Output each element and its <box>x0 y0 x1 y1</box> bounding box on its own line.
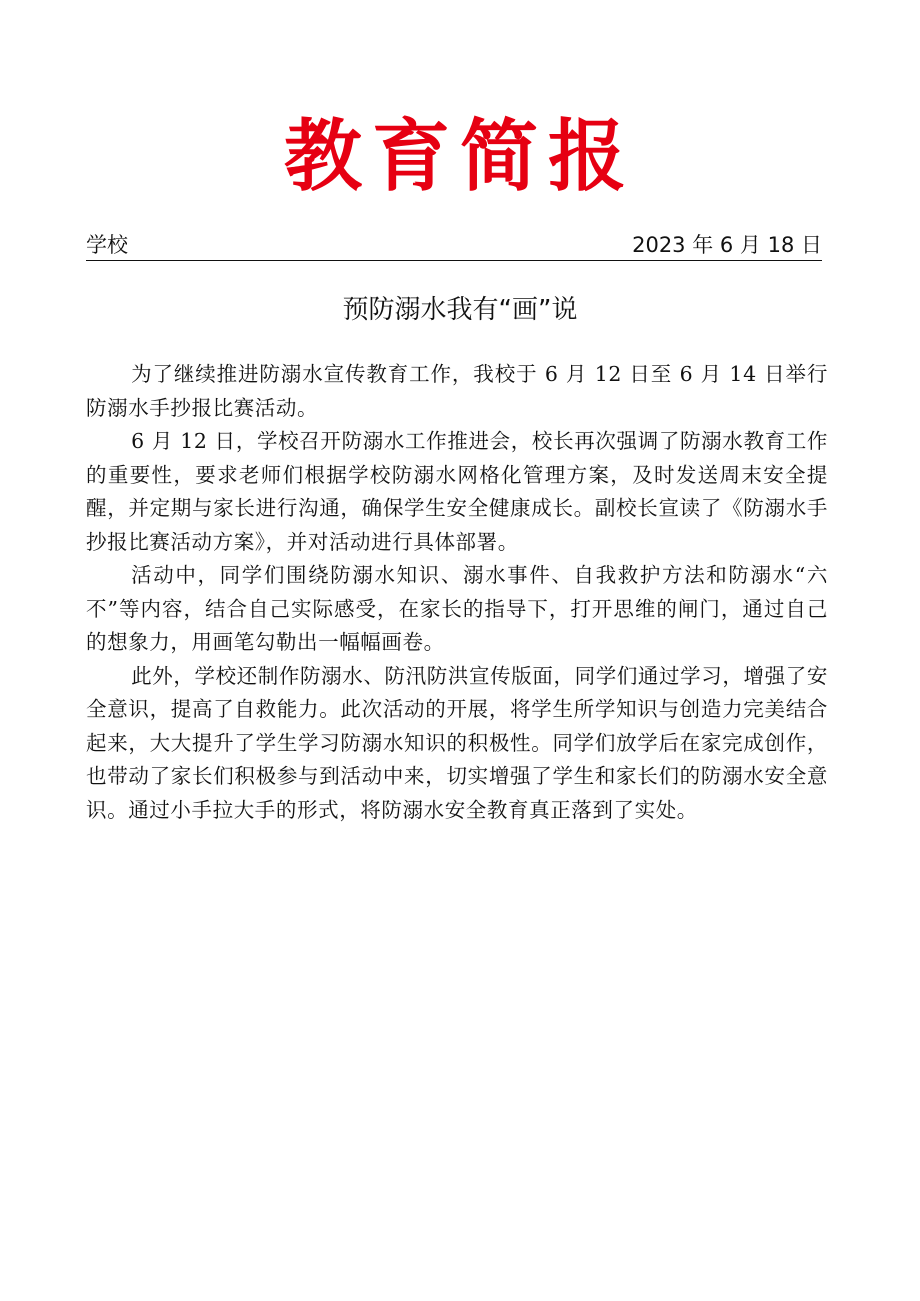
school-date-line <box>86 230 822 261</box>
article-paragraph: 活动中，同学们围绕防溺水知识、溺水事件、自我救护方法和防溺水“六不”等内容，结合自己实际感受，在家长的指导下，打开思维的闸门，通过自己的想象力，用画笔勾勒出一幅幅画卷。 <box>86 563 828 654</box>
article-body <box>86 358 828 827</box>
school-label: 学校 <box>86 233 128 257</box>
issue-date: 2023 年 6 月 18 日 <box>632 233 822 257</box>
bulletin-masthead-title: 教育简报 <box>283 111 636 202</box>
article-paragraph: 为了继续推进防溺水宣传教育工作，我校于 6 月 12 日至 6 月 14 日举行防溺水手抄报比赛活动。 <box>86 362 828 420</box>
article-headline: 预防溺水我有“画”说 <box>342 295 578 325</box>
article-paragraph: 6 月 12 日，学校召开防溺水工作推进会，校长再次强调了防溺水教育工作的重要性，要求老师们根据学校防溺水网格化管理方案，及时发送周末安全提醒，并定期与家长进行沟通，确保学生安全健康成长。副校长宣读了《防溺水手抄报比赛活动方案》，并对活动进行具体部署。 <box>86 429 828 554</box>
article-paragraph: 此外，学校还制作防溺水、防汛防洪宣传版面，同学们通过学习，增强了安全意识，提高了自救能力。此次活动的开展，将学生所学知识与创造力完美结合起来，大大提升了学生学习防溺水知识的积极性。同学们放学后在家完成创作，也带动了家长们积极参与到活动中来，切实增强了学生和家长们的防溺水安全意识。通过小手拉大手的形式，将防溺水安全教育真正落到了实处。 <box>86 663 828 822</box>
